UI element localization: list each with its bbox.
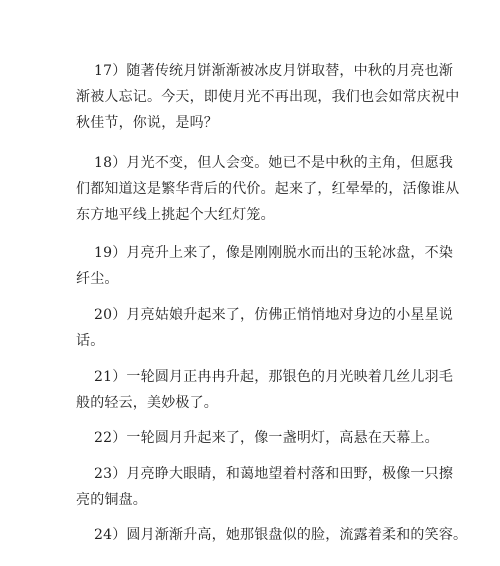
paragraph-line: 22）一轮圆月升起来了，像一盏明灯，高悬在天幕上。: [94, 430, 439, 446]
paragraph-17: [76, 58, 460, 136]
paragraph-line: 渐被人忘记。今天，即使月光不再出现，我们也会如常庆祝中: [76, 89, 460, 105]
paragraph-line: 纤尘。: [76, 271, 119, 287]
paragraph-18: [76, 150, 460, 228]
paragraph-line: 东方地平线上挑起个大红灯笼。: [76, 207, 275, 223]
paragraph-line: 秋佳节，你说，是吗？: [76, 115, 218, 131]
paragraph-line: 17）随著传统月饼渐渐被冰皮月饼取替，中秋的月亮也渐: [94, 63, 454, 79]
paragraph-line: 话。: [76, 333, 105, 349]
paragraph-line: 18）月光不变，但人会变。她已不是中秋的主角，但愿我: [94, 155, 454, 171]
paragraph-line: 们都知道这是繁华背后的代价。起来了，红晕晕的，活像谁从: [76, 181, 460, 197]
paragraph-line: 19）月亮升上来了，像是刚刚脱水而出的玉轮冰盘，不染: [94, 245, 454, 261]
paragraph-line: 24）圆月渐渐升高，她那银盘似的脸，流露着柔和的笑容。: [94, 527, 468, 543]
paragraph-22: [76, 425, 439, 451]
paragraph-line: 般的轻云，美妙极了。: [76, 395, 218, 411]
paragraph-24: [76, 522, 468, 548]
paragraph-20: [76, 302, 454, 354]
paragraph-23: [76, 461, 454, 513]
paragraph-line: 21）一轮圆月正冉冉升起，那银色的月光映着几丝儿羽毛: [94, 369, 454, 385]
paragraph-line: 20）月亮姑娘升起来了，仿佛正悄悄地对身边的小星星说: [94, 307, 454, 323]
paragraph-19: [76, 240, 454, 292]
paragraph-line: 亮的铜盘。: [76, 492, 147, 508]
paragraph-21: [76, 364, 454, 416]
paragraph-line: 23）月亮睁大眼睛，和蔼地望着村落和田野，极像一只擦: [94, 466, 454, 482]
